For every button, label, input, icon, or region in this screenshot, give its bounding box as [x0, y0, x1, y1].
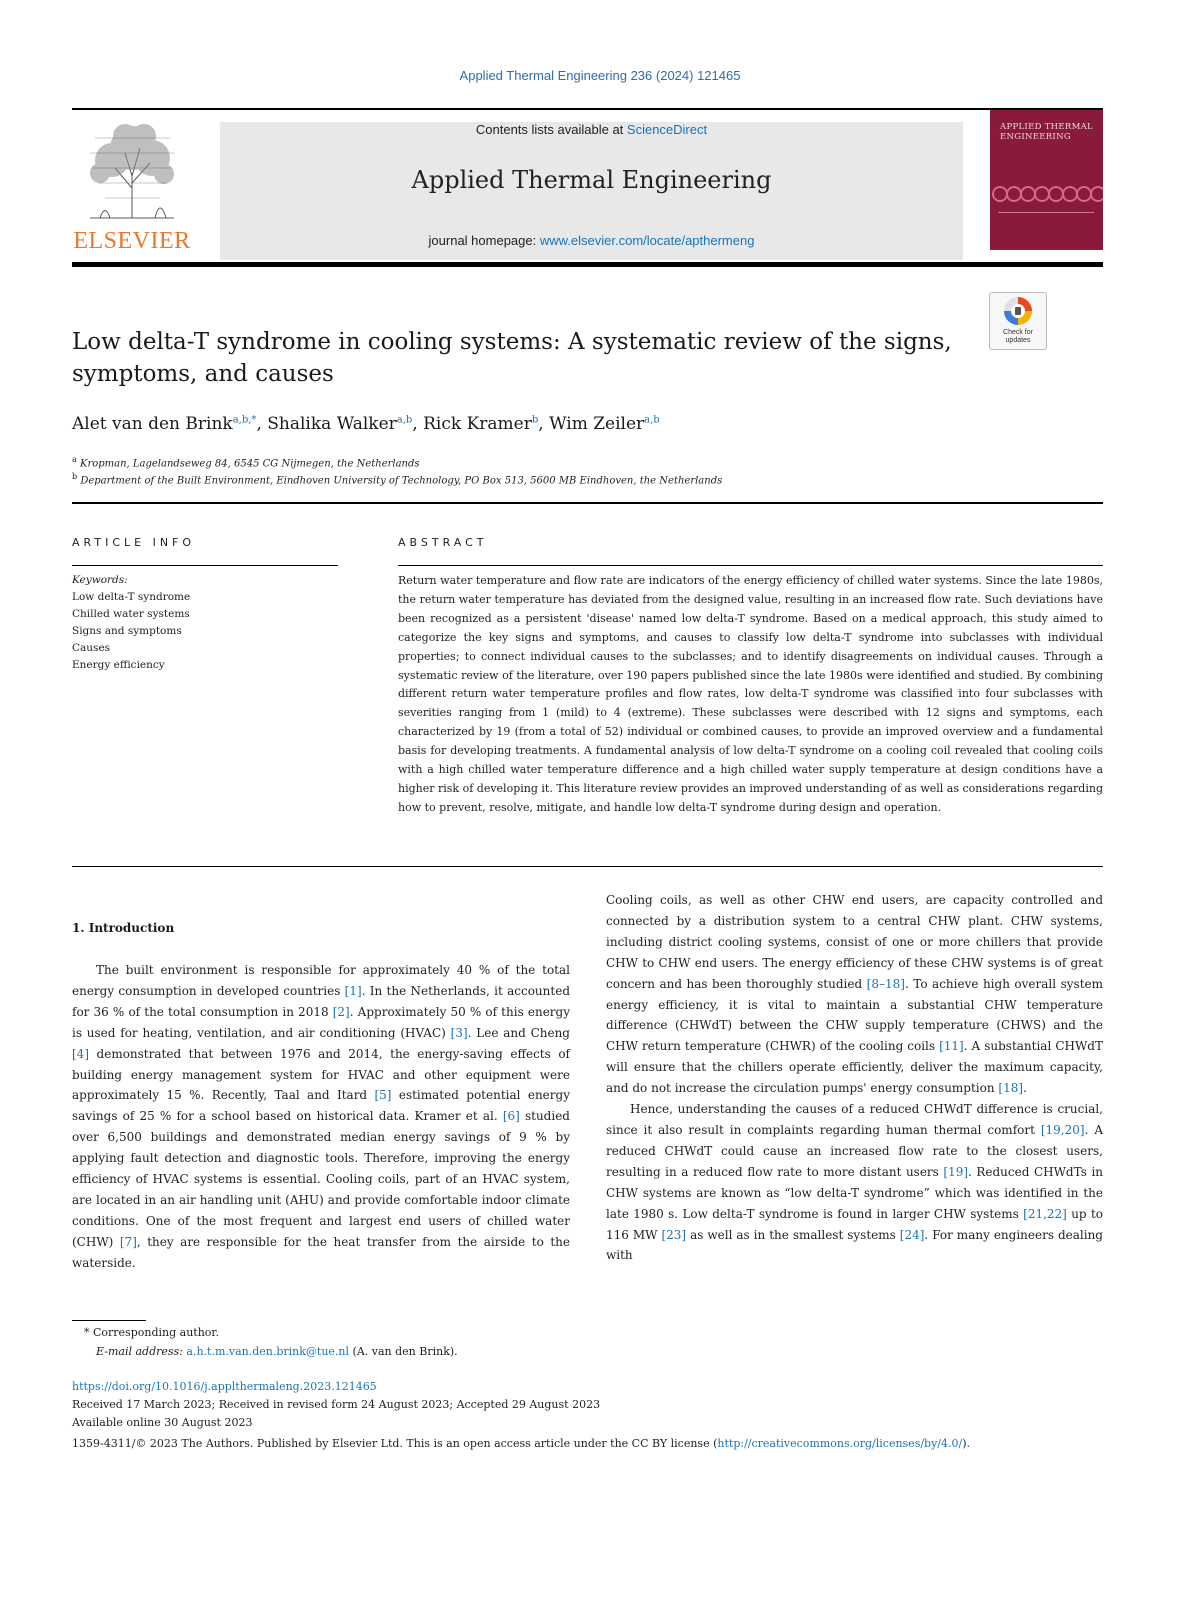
doi-line [72, 1380, 377, 1393]
article-info-rule [72, 565, 338, 566]
license-line [72, 1437, 970, 1450]
contents-prefix: Contents lists available at [475, 122, 627, 137]
body-text: . A substantial CHWdT will ensure that the chillers operate efficiently, deliver the maximum capacity, and do not increase the circulation pumps' energy consumption [606, 1039, 1103, 1096]
citation-link[interactable]: [4] [72, 1046, 89, 1061]
author-separator: , [538, 414, 550, 434]
header-top-rule [72, 108, 1103, 110]
affiliation-rule [72, 502, 1103, 504]
citation-link[interactable]: [8–18] [866, 976, 905, 991]
body-text: demonstrated that between 1976 and 2014, the energy-saving effects of building energy management system for HVAC and other equipment were approximately 15 %. Recently, Taal and Itard [72, 1046, 570, 1103]
author-name[interactable]: Rick Kramer [423, 414, 532, 434]
abstract-heading: ABSTRACT [398, 536, 488, 549]
keyword-item: Energy efficiency [72, 659, 165, 671]
author-name[interactable]: Shalika Walker [267, 414, 397, 434]
keyword-item: Signs and symptoms [72, 625, 182, 637]
abstract-end-rule [72, 866, 1103, 867]
body-text: . In the Netherlands, it accounted for 36 % of the total consumption in 2018 [72, 983, 570, 1019]
citation-link[interactable]: [2] [332, 1004, 350, 1019]
affiliation-text: Kropman, Lagelandseweg 84, 6545 CG Nijmegen, the Netherlands [79, 458, 420, 470]
body-text: studied over 6,500 buildings and demonstrated median energy savings of 9 % by applying fault detection and diagnostic tools. Therefore, improving the energy efficiency of HVAC systems is essential. Cooling coils, part of an HVAC system, are located in an air handling unit (AHU) and provide comfortable indoor climate conditions. One of the most frequent and largest end users of chilled water (CHW) [72, 1109, 570, 1249]
journal-citation-text[interactable]: Applied Thermal Engineering 236 (2024) 121465 [459, 68, 741, 83]
license-suffix: ). [962, 1437, 971, 1450]
cover-footer [998, 212, 1094, 240]
footnote-rule [72, 1320, 146, 1321]
journal-title [220, 166, 963, 194]
body-text: . Reduced CHWdTs in CHW systems are known as “low delta-T syndrome” which was identified in the late 1980 s. Low delta-T syndrome is found in larger CHW systems [606, 1164, 1104, 1221]
author-separator: , [412, 414, 424, 434]
body-column-left [72, 960, 570, 1274]
body-text: estimated potential energy savings of 25 % for a school based on historical data. Kramer et al. [72, 1088, 570, 1124]
journal-citation[interactable] [0, 68, 1200, 83]
affiliation-b [72, 472, 1072, 486]
sciencedirect-link[interactable]: ScienceDirect [626, 122, 708, 137]
header-bottom-rule [72, 262, 1103, 267]
article-info-heading: ARTICLE INFO [72, 536, 196, 549]
body-text: . Lee and Cheng [467, 1025, 570, 1040]
cover-pattern [990, 185, 1103, 203]
homepage-prefix: journal homepage: [428, 233, 540, 248]
elsevier-wordmark [70, 228, 194, 255]
author-list [72, 414, 1072, 434]
keywords-block [72, 572, 338, 674]
cover-title: APPLIED THERMAL ENGINEERING [1000, 122, 1093, 142]
citation-link[interactable]: [11] [939, 1039, 964, 1054]
email-note [96, 1345, 458, 1358]
email-label: E-mail address: [96, 1345, 183, 1358]
journal-homepage-line [220, 233, 963, 248]
body-text: . [1023, 1081, 1027, 1096]
body-text: . A reduced CHWdT could cause an increased flow rate to the closest users, resulting in a reduced flow rate to more distant users [606, 1122, 1103, 1179]
keyword-item: Chilled water systems [72, 608, 190, 620]
received-dates: Received 17 March 2023; Received in revised form 24 August 2023; Accepted 29 August 2023 [72, 1398, 601, 1411]
affiliation-a [72, 455, 1072, 469]
body-text: Cooling coils, as well as other CHW end users, are capacity controlled and connected by a distribution system to a central CHW plant. CHW systems, including district cooling systems, consist of one or more chillers that provide CHW to CHW end users. The energy efficiency of these CHW systems is of great concern and has been thoroughly studied [606, 893, 1103, 991]
journal-cover-image[interactable] [990, 110, 1103, 250]
citation-link[interactable]: [1] [344, 983, 362, 998]
journal-homepage-link[interactable]: www.elsevier.com/locate/apthermeng [539, 233, 755, 248]
citation-link[interactable]: [19,20] [1040, 1122, 1085, 1137]
body-text: The built environment is responsible for approximately 40 % of the total energy consumption in developed countries [72, 963, 570, 998]
body-text: Hence, understanding the causes of a reduced CHWdT difference is crucial, since it also result in complaints regarding human thermal comfort [606, 1102, 1103, 1137]
author-name[interactable]: Wim Zeiler [549, 414, 645, 434]
section-heading-introduction: 1. Introduction [72, 921, 175, 935]
affiliation-marker: b [72, 472, 78, 481]
author-affiliation-marker[interactable]: b [531, 414, 539, 426]
journal-title-text: Applied Thermal Engineering [411, 166, 772, 194]
body-paragraph [606, 890, 1103, 1099]
publisher-name: ELSEVIER [73, 228, 191, 254]
keyword-item: Causes [72, 642, 111, 654]
author-affiliation-marker[interactable]: a,b [396, 414, 413, 426]
citation-link[interactable]: [23] [661, 1227, 687, 1242]
corresponding-author-note: * Corresponding author. [84, 1326, 219, 1339]
check-for-updates-label: Check for updates [1003, 329, 1033, 344]
check-for-updates-badge[interactable] [989, 292, 1047, 350]
citation-link[interactable]: [5] [374, 1088, 392, 1103]
body-text: . To achieve high overall system energy efficiency, it is vital to maintain a substantial CHW temperature difference (CHWdT) between the CHW supply temperature (CHWS) and the CHW return temperature (CHWR) of the cooling coils [606, 976, 1103, 1054]
body-text: as well as in the smallest systems [686, 1227, 900, 1242]
citation-link[interactable]: [7] [119, 1234, 137, 1249]
body-text: up to 116 MW [606, 1206, 1103, 1242]
author-name[interactable]: Alet van den Brink [72, 414, 233, 434]
body-text: . For many engineers dealing with [606, 1227, 1103, 1263]
citation-link[interactable]: [3] [450, 1025, 468, 1040]
check-for-updates-icon [990, 293, 1046, 329]
available-online-date: Available online 30 August 2023 [72, 1416, 253, 1429]
author-email-link[interactable]: a.h.t.m.van.den.brink@tue.nl [186, 1345, 350, 1358]
author-affiliation-marker[interactable]: a,b [644, 414, 660, 426]
affiliation-text: Department of the Built Environment, Eindhoven University of Technology, PO Box 513, 5600 MB Eindhoven, the Netherlands [80, 475, 723, 487]
citation-link[interactable]: [18] [998, 1081, 1024, 1096]
citation-link[interactable]: [6] [502, 1109, 520, 1124]
body-text: . Approximately 50 % of this energy is used for heating, ventilation, and air conditioning (HVAC) [72, 1004, 570, 1040]
affiliation-marker: a [72, 455, 77, 464]
author-separator: , [256, 414, 268, 434]
doi-link[interactable]: https://doi.org/10.1016/j.applthermaleng.2023.121465 [72, 1380, 377, 1393]
citation-link[interactable]: [24] [899, 1227, 925, 1242]
license-link[interactable]: http://creativecommons.org/licenses/by/4.0/ [717, 1437, 963, 1450]
abstract-text: Return water temperature and flow rate are indicators of the energy efficiency of chilled water systems. Since the late 1980s, the return water temperature has deviated from the designed value, resulting in an increased flow rate. Such deviations have been recognized as a persistent 'disease' named low delta-T syndrome. Based on a medical approach, this study aimed to categorize the key signs and symptoms, and causes to classify low delta-T syndrome into subclasses with individual properties; to connect individual causes to the subclasses; and to identify disagreements on individual causes. Through a systematic review of the literature, over 190 papers published since the late 1980s were identified and studied. By combining different return water temperature profiles and flow rates, low delta-T syndrome was classified into four subclasses with severities ranging from 1 (mild) to 4 (extreme). These subclasses were described with 12 signs and symptoms, each characterized by 19 (from a total of 52) individual or combined causes, to provide an improved overview and a fundamental basis for developing treatments. A fundamental analysis of low delta-T syndrome on a cooling coil revealed that cooling coils with a high chilled water temperature difference and a high chilled water supply temperature at design conditions have a higher risk of developing it. This literature review provides an improved understanding of as well as considerations regarding how to prevent, resolve, mitigate, and handle low delta-T syndrome during design and operation. [398, 574, 1103, 814]
body-column-right [606, 890, 1103, 1266]
author-affiliation-marker[interactable]: a,b,* [232, 414, 257, 426]
body-paragraph [606, 1099, 1103, 1266]
keywords-label: Keywords: [72, 574, 128, 586]
body-text: , they are responsible for the heat transfer from the airside to the waterside. [72, 1234, 570, 1270]
citation-link[interactable]: [19] [943, 1164, 969, 1179]
keyword-item: Low delta-T syndrome [72, 591, 191, 603]
citation-link[interactable]: [21,22] [1023, 1206, 1067, 1221]
contents-available-line [220, 122, 963, 137]
paper-title [72, 326, 977, 390]
email-suffix: (A. van den Brink). [349, 1345, 458, 1358]
license-prefix: 1359-4311/© 2023 The Authors. Published by Elsevier Ltd. This is an open access article under the CC BY license ( [72, 1437, 718, 1450]
abstract-rule [398, 565, 1103, 566]
paper-title-text: Low delta-T syndrome in cooling systems: A systematic review of the signs, symptoms, and causes [72, 329, 952, 387]
